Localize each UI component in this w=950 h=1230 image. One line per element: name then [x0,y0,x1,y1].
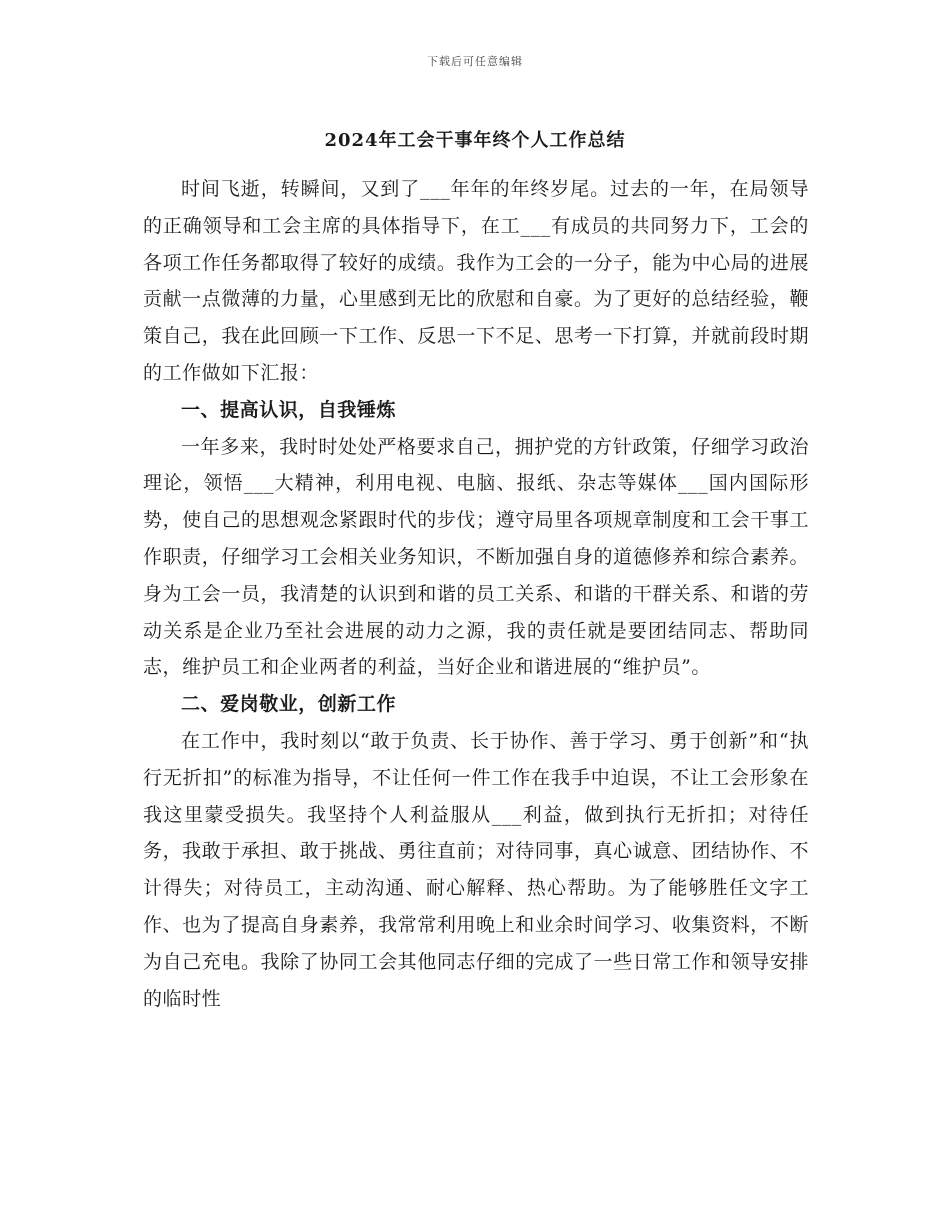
paragraph-section-2: 在工作中，我时刻以“敢于负责、长于协作、善于学习、勇于创新”和“执行无折扣”的标准为指导，不让任何一件工作在我手中迫误，不让工会形象在我这里蒙受损失。我坚持个人利益服从___利益，做到执行无折扣；对待任务，我敢于承担、敢于挑战、勇往直前；对待同事，真心诚意、团结协作、不计得失；对待员工，主动沟通、耐心解释、热心帮助。为了能够胜任文字工作、也为了提高自身素养，我常常利用晚上和业余时间学习、收集资料，不断为自己充电。我除了协同工会其他同志仔细的完成了一些日常工作和领导安排的临时性 [143,729,809,1010]
paragraph-section-1: 一年多来，我时时处处严格要求自己，拥护党的方针政策，仔细学习政治理论，领悟___大精神，利用电视、电脑、报纸、杂志等媒体___国内国际形势，使自己的思想观念紧跟时代的步伐；遵守局里各项规章制度和工会干事工作职责，仔细学习工会相关业务知识，不断加强自身的道德修养和综合素养。身为工会一员，我清楚的认识到和谐的员工关系、和谐的干群关系、和谐的劳动关系是企业乃至社会进展的动力之源，我的责任就是要团结同志、帮助同志，维护员工和企业两者的利益，当好企业和谐进展的“维护员”。 [143,435,809,679]
paragraph-intro: 时间飞逝，转瞬间，又到了___年年的年终岁尾。过去的一年，在局领导的正确领导和工会主席的具体指导下，在工___有成员的共同努力下，工会的各项工作任务都取得了较好的成绩。我作为工会的一分子，能为中心局的进展贡献一点微薄的力量，心里感到无比的欣慰和自豪。为了更好的总结经验，鞭策自己，我在此回顾一下工作、反思一下不足、思考一下打算，并就前段时期的工作做如下汇报： [143,178,809,384]
section-heading-1: 一、提高认识，自我锤炼 [181,398,397,421]
document-title: 2024年工会干事年终个人工作总结 [324,130,626,151]
header-note: 下载后可任意编辑 [427,55,523,68]
section-heading-2: 二、爱岗敬业，创新工作 [181,693,397,716]
document-body [143,171,809,1017]
